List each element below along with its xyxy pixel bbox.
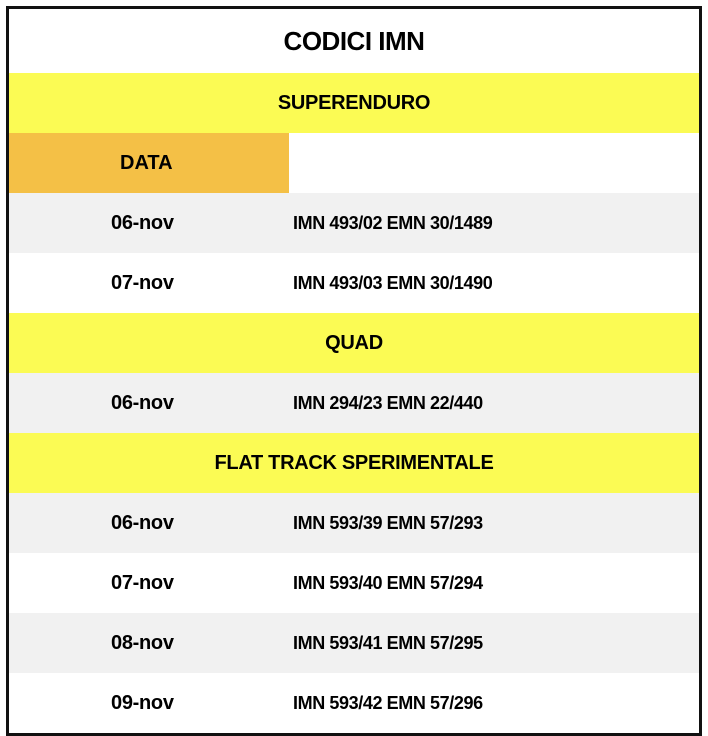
- table-row: [9, 253, 699, 313]
- table-row: [9, 613, 699, 673]
- table-row: [9, 673, 699, 733]
- row-code: IMN 294/23 EMN 22/440: [293, 392, 483, 413]
- table-row: [9, 373, 699, 433]
- row-code: IMN 493/02 EMN 30/1489: [293, 212, 493, 233]
- row-date: 09-nov: [111, 691, 174, 714]
- table-row: [9, 553, 699, 613]
- table-title-row: [9, 9, 699, 73]
- row-code: IMN 593/39 EMN 57/293: [293, 512, 483, 533]
- row-date: 06-nov: [111, 211, 174, 234]
- table-row: [9, 493, 699, 553]
- section-title: QUAD: [325, 331, 383, 354]
- row-date: 06-nov: [111, 511, 174, 534]
- section-header-quad: [9, 313, 699, 373]
- row-date: 07-nov: [111, 571, 174, 594]
- table-row: [9, 193, 699, 253]
- row-code: IMN 593/41 EMN 57/295: [293, 632, 483, 653]
- column-header-row: [9, 133, 699, 193]
- table-title: CODICI IMN: [283, 25, 425, 56]
- row-date: 07-nov: [111, 271, 174, 294]
- imn-codes-table: [6, 6, 702, 736]
- row-code: IMN 493/03 EMN 30/1490: [293, 272, 493, 293]
- date-column-label: DATA: [120, 151, 173, 174]
- section-title: SUPERENDURO: [277, 91, 431, 114]
- section-header-superenduro: [9, 73, 699, 133]
- row-date: 06-nov: [111, 391, 174, 414]
- section-title: FLAT TRACK SPERIMENTALE: [214, 451, 494, 474]
- row-code: IMN 593/40 EMN 57/294: [293, 572, 483, 593]
- section-header-flat-track: [9, 433, 699, 493]
- row-code: IMN 593/42 EMN 57/296: [293, 692, 483, 713]
- row-date: 08-nov: [111, 631, 174, 654]
- date-column-header: [9, 133, 289, 193]
